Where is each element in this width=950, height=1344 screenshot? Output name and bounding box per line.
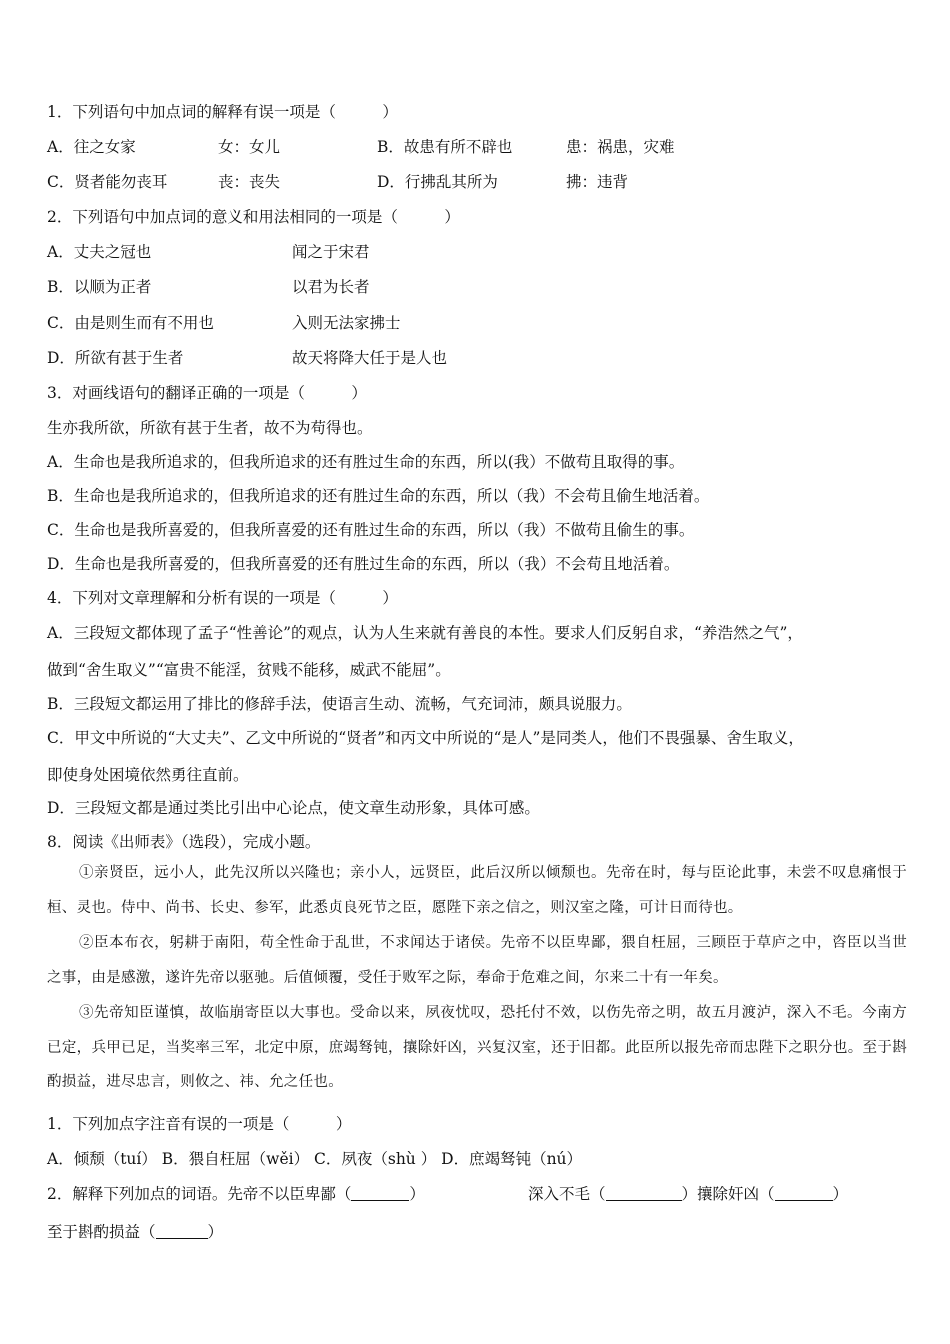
q2-option-b: B．以顺为正者 <box>47 278 152 296</box>
q4-option-a-line1: A．三段短文都体现了孟子“性善论”的观点，认为人生来就有善良的本性。要求人们反躬自求，“养浩然之气”， <box>47 624 803 642</box>
passage-paragraph-1: ①亲贤臣，远小人，此先汉所以兴隆也；亲小人，远贤臣，此后汉所以倾颓也。先帝在时，每与臣论此事，未尝不叹息痛恨于桓、灵也。侍中、尚书、长史、参军，此悉贞良死节之臣，愿陛下亲之信之，则汉室之隆，可计日而待也。 <box>47 865 907 916</box>
q4-option-b: B．三段短文都运用了排比的修辞手法，使语言生动、流畅，气充词沛，颇具说服力。 <box>47 695 632 713</box>
q2-option-a-pair: 闻之于宋君 <box>292 243 370 261</box>
question-4-stem: 4．下列对文章理解和分析有误的一项是（ ） <box>47 589 398 607</box>
q1-option-a: A．往之女家 <box>47 138 136 156</box>
q1-option-d-gloss: 拂：违背 <box>566 173 629 191</box>
answer-blank-4[interactable] <box>156 1224 208 1239</box>
question-3-stem: 3．对画线语句的翻译正确的一项是（ ） <box>47 384 367 402</box>
sub-question-2-line1: 2．解释下列加点的词语。先帝不以臣卑鄙（ ） <box>47 1185 425 1203</box>
question-2-stem: 2．下列语句中加点词的意义和用法相同的一项是（ ） <box>47 208 460 226</box>
q2-option-c-pair: 入则无法家拂士 <box>292 314 401 332</box>
q2-option-d-pair: 故天将降大任于是人也 <box>292 349 448 367</box>
section-8-title: 8．阅读《出师表》（选段），完成小题。 <box>47 833 321 851</box>
answer-blank-1[interactable] <box>351 1186 409 1201</box>
q4-option-a-line2: 做到“舍生取义”“富贵不能淫，贫贱不能移，威武不能屈”。 <box>47 661 451 679</box>
q2-option-c: C．由是则生而有不用也 <box>47 314 214 332</box>
q1-option-a-gloss: 女：女儿 <box>218 138 281 156</box>
q3-quoted-sentence: 生亦我所欲，所欲有甚于生者，故不为苟得也。 <box>47 419 373 437</box>
q4-option-c-line1: C．甲文中所说的“大丈夫”、乙文中所说的“贤者”和丙文中所说的“是人”是同类人，他们不畏强暴、舍生取义， <box>47 729 804 747</box>
sub-question-2-stem: 2．解释下列加点的词语。先帝不以臣卑鄙（ <box>47 1185 352 1203</box>
q1-option-d: D．行拂乱其所为 <box>377 173 498 191</box>
answer-blank-2[interactable] <box>606 1186 682 1201</box>
sub-question-2-line2: 至于斟酌损益（ ） <box>47 1223 224 1241</box>
answer-blank-3[interactable] <box>775 1186 833 1201</box>
sub-question-1-options: A．倾颓（tuí） B．猥自枉屈（wěi） C．夙夜（shù ） D．庶竭驽钝（nú） <box>47 1150 583 1168</box>
q1-option-c-gloss: 丧：丧失 <box>218 173 281 191</box>
q3-option-b: B．生命也是我所追求的，但我所追求的还有胜过生命的东西，所以（我）不会苟且偷生地活着。 <box>47 487 710 505</box>
q3-option-d: D．生命也是我所喜爱的，但我所喜爱的还有胜过生命的东西，所以（我）不会苟且地活着。 <box>47 555 680 573</box>
sub-question-2-item2: 深入不毛（ ）攘除奸凶（ ） <box>528 1185 849 1203</box>
q1-option-c: C．贤者能勿丧耳 <box>47 173 168 191</box>
sub-question-1-stem: 1．下列加点字注音有误的一项是（ ） <box>47 1115 352 1133</box>
passage-paragraph-2: ②臣本布衣，躬耕于南阳，苟全性命于乱世，不求闻达于诸侯。先帝不以臣卑鄙，猥自枉屈，三顾臣于草庐之中，咨臣以当世之事，由是感激，遂许先帝以驱驰。后值倾覆，受任于败军之际，奉命于危难之间，尔来二十有一年矣。 <box>47 935 907 986</box>
q3-option-a: A．生命也是我所追求的，但我所追求的还有胜过生命的东西，所以(我）不做苟且取得的事。 <box>47 453 685 471</box>
passage-paragraph-3: ③先帝知臣谨慎，故临崩寄臣以大事也。受命以来，夙夜忧叹，恐托付不效，以伤先帝之明，故五月渡泸，深入不毛。今南方已定，兵甲已足，当奖率三军，北定中原，庶竭驽钝，攘除奸凶，兴复汉室，还于旧都。此臣所以报先帝而忠陛下之职分也。至于斟酌损益，进尽忠言，则攸之、祎、允之任也。 <box>47 1005 907 1091</box>
q1-option-b-gloss: 患：祸患，灾难 <box>566 138 675 156</box>
q2-option-a: A．丈夫之冠也 <box>47 243 152 261</box>
question-1-stem: 1．下列语句中加点词的解释有误一项是（ ） <box>47 103 398 121</box>
q4-option-d: D．三段短文都是通过类比引出中心论点，使文章生动形象，具体可感。 <box>47 799 540 817</box>
q2-option-d: D．所欲有甚于生者 <box>47 349 184 367</box>
q3-option-c: C．生命也是我所喜爱的，但我所喜爱的还有胜过生命的东西，所以（我）不做苟且偷生的事。 <box>47 521 695 539</box>
q2-option-b-pair: 以君为长者 <box>292 278 370 296</box>
q4-option-c-line2: 即使身处困境依然勇往直前。 <box>47 766 249 784</box>
q1-option-b: B．故患有所不辟也 <box>377 138 513 156</box>
